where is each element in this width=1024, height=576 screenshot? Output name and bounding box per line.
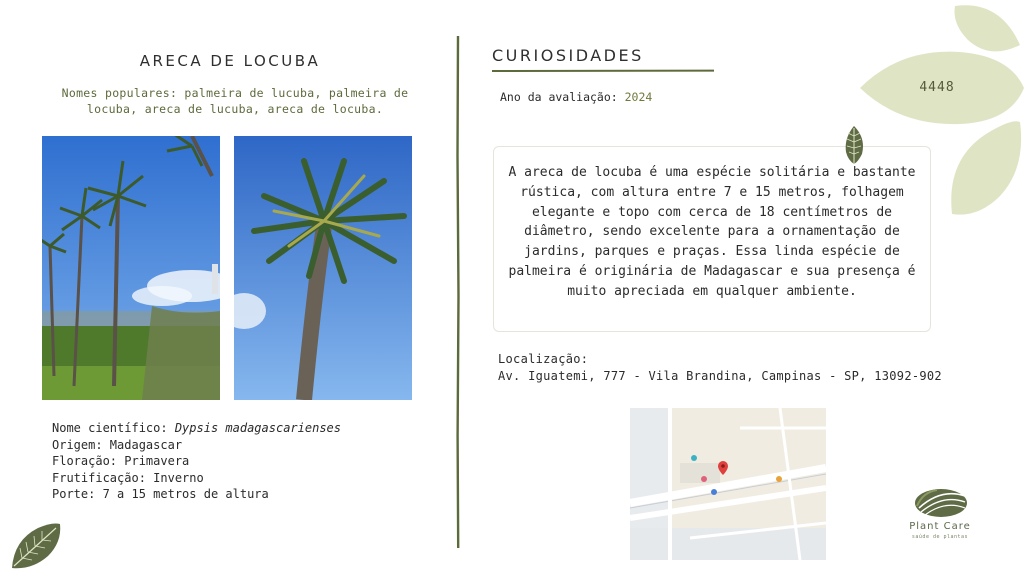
fruiting: Frutificação: Inverno <box>52 470 204 485</box>
plant-size: Porte: 7 a 15 metros de altura <box>52 487 269 501</box>
corner-leaf-icon <box>8 520 64 572</box>
popular-names <box>50 85 420 117</box>
vertical-divider <box>456 36 460 548</box>
evaluation-year-label: Ano da avaliação: <box>500 90 625 104</box>
brand-name: Plant Care <box>909 521 971 532</box>
small-leaf-icon <box>842 124 866 166</box>
page-title: ARECA DE LOCUBA <box>139 52 321 70</box>
palm-photo-1 <box>42 136 220 400</box>
description-text: A areca de locuba é uma espécie solitária e bastante rústica, com altura entre 7 e 15 metros, folhagem elegante e topo com cerca de 18 centímetros de diâmetro, sendo excelente para a ornamentação de jardins, parques e praças. Essa linda espécie de palmeira é originária de Madagascar e sua presença é muito apreciada em qualquer ambiente. <box>508 165 916 299</box>
plant-info <box>52 420 341 503</box>
scientific-name-value: Dypsis madagascarienses <box>174 421 341 435</box>
plant-care-logo-icon <box>913 486 969 520</box>
curiosities-title: CURIOSIDADES <box>492 46 644 65</box>
location-label: Localização: <box>498 352 589 366</box>
location-map[interactable] <box>630 408 826 560</box>
large-leaves-icon <box>860 0 1024 224</box>
evaluation-year <box>500 90 652 104</box>
location-address: Av. Iguatemi, 777 - Vila Brandina, Campinas - SP, 13092-902 <box>498 369 942 383</box>
popular-names-line-1: Nomes populares: palmeira de lucuba, palmeira de <box>61 86 409 100</box>
scientific-name-label: Nome científico: <box>52 421 175 435</box>
title-underline <box>492 69 714 73</box>
popular-names-line-2: locuba, areca de lucuba, areca de locuba. <box>86 102 384 116</box>
evaluation-year-value: 2024 <box>624 90 653 104</box>
scientific-name <box>52 420 341 437</box>
origin: Origem: Madagascar <box>52 437 183 452</box>
brand-tagline: saúde de plantas <box>911 534 969 540</box>
flowering: Floração: Primavera <box>52 454 190 468</box>
evaluation-number: 4448 <box>919 80 955 95</box>
palm-photo-2 <box>234 136 412 400</box>
